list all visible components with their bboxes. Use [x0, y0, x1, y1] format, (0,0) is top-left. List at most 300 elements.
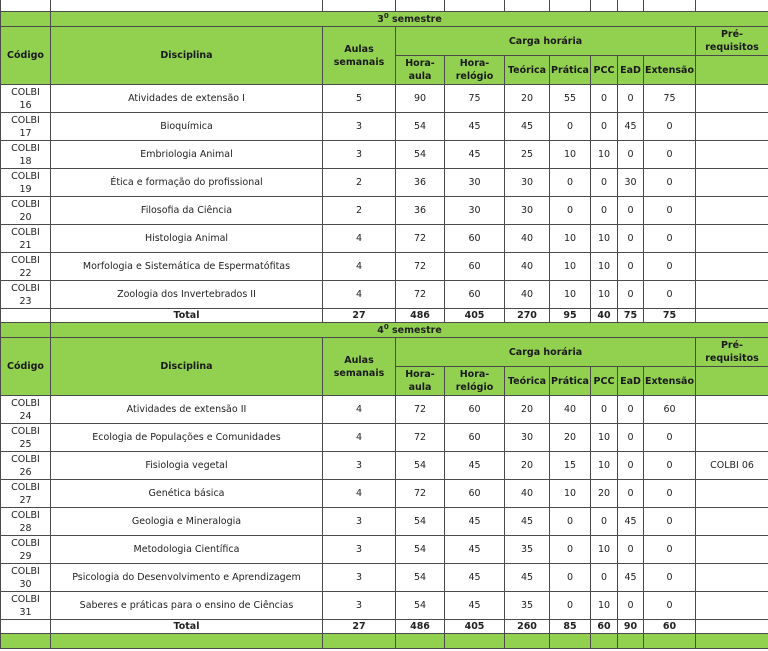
table-row: [1, 225, 768, 253]
next-section-fragment: [1, 634, 768, 649]
cell-disciplina: Geologia e Mineralogia: [51, 508, 323, 536]
code-prefix: COLBI: [11, 537, 40, 549]
cell-codigo: [1, 85, 51, 113]
cell-disciplina: Atividades de extensão I: [51, 85, 323, 113]
cell-disciplina: Genética básica: [51, 480, 323, 508]
cell-teorica: 20: [505, 396, 550, 424]
cell-teorica: 45: [505, 508, 550, 536]
code-number: 23: [19, 295, 32, 307]
code-prefix: COLBI: [11, 593, 40, 605]
cell-pcc: 10: [591, 424, 618, 452]
cell-pcc: 10: [591, 592, 618, 620]
cell-hora-aula: 54: [396, 508, 445, 536]
cell-teorica: 40: [505, 225, 550, 253]
total-row: [1, 620, 768, 634]
empty-cell: [323, 634, 396, 649]
total-extensao: 75: [644, 309, 696, 323]
cell-ead: 0: [618, 592, 644, 620]
cell-aulas: 4: [323, 480, 396, 508]
cell-teorica: 20: [505, 85, 550, 113]
cell-pcc: 0: [591, 564, 618, 592]
code-prefix: COLBI: [11, 142, 40, 154]
cell-codigo: [1, 452, 51, 480]
cell-hora-relogio: 45: [445, 564, 505, 592]
cell-aulas: 4: [323, 253, 396, 281]
cell-aulas: 5: [323, 85, 396, 113]
cell-codigo: [1, 480, 51, 508]
cell-extensao: 0: [644, 564, 696, 592]
cell-hora-relogio: 60: [445, 480, 505, 508]
total-pratica: 95: [550, 309, 591, 323]
empty-cell: [550, 634, 591, 649]
cell-teorica: 35: [505, 592, 550, 620]
empty-cell: [1, 12, 51, 27]
cell-prerequisitos: [696, 508, 768, 536]
cell-ead: 0: [618, 480, 644, 508]
cell-pratica: 0: [550, 592, 591, 620]
code-number: 24: [19, 410, 32, 422]
cell-prerequisitos: [696, 564, 768, 592]
col-teorica: Teórica: [505, 56, 550, 85]
cell-ead: 0: [618, 197, 644, 225]
col-hora-aula: Hora-aula: [396, 367, 445, 396]
cell-prerequisitos: [696, 169, 768, 197]
cell-disciplina: Histologia Animal: [51, 225, 323, 253]
cell-hora-aula: 54: [396, 536, 445, 564]
cell-teorica: 45: [505, 564, 550, 592]
empty-cell: [51, 634, 323, 649]
empty-cell: [396, 634, 445, 649]
cell-codigo: [1, 536, 51, 564]
cell-extensao: 0: [644, 536, 696, 564]
col-disciplina: Disciplina: [51, 27, 323, 85]
cell-pcc: 0: [591, 169, 618, 197]
cell-disciplina: Filosofia da Ciência: [51, 197, 323, 225]
cell-pratica: 0: [550, 564, 591, 592]
empty-cell: [696, 367, 768, 396]
table-row: [1, 253, 768, 281]
col-teorica: Teórica: [505, 367, 550, 396]
cell-codigo: [1, 113, 51, 141]
cell-prerequisitos: [696, 536, 768, 564]
cell-hora-relogio: 75: [445, 85, 505, 113]
table-row: [1, 508, 768, 536]
table-row: [1, 169, 768, 197]
table-row: [1, 197, 768, 225]
semester-title-row: [1, 12, 768, 27]
col-aulas-semanais: Aulas semanais: [323, 338, 396, 396]
col-ead: EaD: [618, 56, 644, 85]
empty-cell: [1, 620, 51, 634]
cell-hora-aula: 36: [396, 169, 445, 197]
cell-extensao: 0: [644, 169, 696, 197]
semester-ordinal: 3: [377, 13, 384, 25]
cell-teorica: 40: [505, 253, 550, 281]
cell-codigo: [1, 253, 51, 281]
cell-aulas: 4: [323, 225, 396, 253]
cell-codigo: [1, 197, 51, 225]
empty-cell: [505, 634, 550, 649]
cell-ead: 0: [618, 536, 644, 564]
col-carga-horaria: Carga horária: [396, 338, 696, 367]
code-prefix: COLBI: [11, 453, 40, 465]
code-prefix: COLBI: [11, 425, 40, 437]
cell-pcc: 0: [591, 197, 618, 225]
total-row: [1, 309, 768, 323]
cell-teorica: 40: [505, 480, 550, 508]
cell-codigo: [1, 225, 51, 253]
cell-hora-relogio: 60: [445, 424, 505, 452]
cell-teorica: 45: [505, 113, 550, 141]
cell-prerequisitos: [696, 253, 768, 281]
empty-cell: [1, 323, 51, 338]
code-number: 16: [19, 99, 32, 111]
code-number: 25: [19, 438, 32, 450]
total-label: Total: [51, 620, 323, 634]
cell-prerequisitos: [696, 225, 768, 253]
cell-disciplina: Atividades de extensão II: [51, 396, 323, 424]
code-prefix: COLBI: [11, 86, 40, 98]
table-row: [1, 141, 768, 169]
cell-pratica: 10: [550, 480, 591, 508]
cell-hora-aula: 36: [396, 197, 445, 225]
total-extensao: 60: [644, 620, 696, 634]
table-row: [1, 85, 768, 113]
cell-aulas: 3: [323, 452, 396, 480]
cell-pratica: 0: [550, 508, 591, 536]
cell-ead: 45: [618, 564, 644, 592]
col-pcc: PCC: [591, 56, 618, 85]
code-number: 18: [19, 155, 32, 167]
code-number: 31: [19, 606, 32, 618]
cell-hora-relogio: 60: [445, 225, 505, 253]
semester-ordinal: 4: [377, 324, 384, 336]
total-hora-aula: 486: [396, 309, 445, 323]
table-row: [1, 480, 768, 508]
total-teorica: 270: [505, 309, 550, 323]
cell-pcc: 20: [591, 480, 618, 508]
cell-extensao: 0: [644, 592, 696, 620]
empty-cell: [445, 634, 505, 649]
col-hora-aula: Hora-aula: [396, 56, 445, 85]
cell-pratica: 10: [550, 281, 591, 309]
cell-pratica: 20: [550, 424, 591, 452]
cell-hora-aula: 54: [396, 141, 445, 169]
table-row: [1, 536, 768, 564]
table-row: [1, 281, 768, 309]
code-prefix: COLBI: [11, 114, 40, 126]
cell-hora-relogio: 30: [445, 169, 505, 197]
total-ead: 90: [618, 620, 644, 634]
col-codigo: Código: [1, 338, 51, 396]
col-pratica: Prática: [550, 367, 591, 396]
cell-pcc: 0: [591, 396, 618, 424]
cell-disciplina: Metodologia Científica: [51, 536, 323, 564]
empty-cell: [696, 620, 768, 634]
total-aulas: 27: [323, 309, 396, 323]
table-row: [1, 564, 768, 592]
empty-cell: [696, 309, 768, 323]
total-hora-aula: 486: [396, 620, 445, 634]
cell-disciplina: Ecologia de Populações e Comunidades: [51, 424, 323, 452]
cell-ead: 0: [618, 396, 644, 424]
cell-teorica: 40: [505, 281, 550, 309]
cell-codigo: [1, 508, 51, 536]
cell-teorica: 25: [505, 141, 550, 169]
cell-hora-aula: 54: [396, 113, 445, 141]
cell-ead: 0: [618, 452, 644, 480]
semester-title: [51, 12, 768, 27]
cell-pcc: 0: [591, 85, 618, 113]
cell-disciplina: Psicologia do Desenvolvimento e Aprendizagem: [51, 564, 323, 592]
cell-hora-aula: 72: [396, 281, 445, 309]
empty-cell: [1, 634, 51, 649]
semester-title: [51, 323, 768, 338]
table-row: [1, 113, 768, 141]
cell-prerequisitos: [696, 113, 768, 141]
cell-ead: 0: [618, 85, 644, 113]
total-label: Total: [51, 309, 323, 323]
cell-pcc: 10: [591, 281, 618, 309]
code-prefix: COLBI: [11, 397, 40, 409]
cell-hora-aula: 90: [396, 85, 445, 113]
code-prefix: COLBI: [11, 198, 40, 210]
cell-pratica: 55: [550, 85, 591, 113]
cell-codigo: [1, 564, 51, 592]
cell-pcc: 10: [591, 141, 618, 169]
cell-ead: 45: [618, 508, 644, 536]
col-aulas-semanais: Aulas semanais: [323, 27, 396, 85]
cell-extensao: 0: [644, 424, 696, 452]
code-number: 28: [19, 522, 32, 534]
cell-teorica: 30: [505, 424, 550, 452]
empty-cell: [696, 56, 768, 85]
empty-cell: [696, 634, 768, 649]
cell-hora-relogio: 45: [445, 113, 505, 141]
cell-aulas: 3: [323, 536, 396, 564]
total-ead: 75: [618, 309, 644, 323]
table-body: [1, 0, 768, 649]
col-carga-horaria: Carga horária: [396, 27, 696, 56]
cell-aulas: 3: [323, 508, 396, 536]
header-row: [1, 338, 768, 367]
cell-hora-aula: 54: [396, 452, 445, 480]
code-number: 17: [19, 127, 32, 139]
cell-ead: 30: [618, 169, 644, 197]
cell-teorica: 30: [505, 197, 550, 225]
col-prerequisitos: Pré-requisitos: [696, 338, 768, 367]
total-pcc: 60: [591, 620, 618, 634]
total-hora-relogio: 405: [445, 309, 505, 323]
code-prefix: COLBI: [11, 565, 40, 577]
cell-aulas: 3: [323, 141, 396, 169]
cell-pratica: 40: [550, 396, 591, 424]
code-number: 27: [19, 494, 32, 506]
cell-hora-relogio: 60: [445, 253, 505, 281]
cell-hora-aula: 54: [396, 592, 445, 620]
col-codigo: Código: [1, 27, 51, 85]
cell-ead: 0: [618, 253, 644, 281]
cell-codigo: [1, 281, 51, 309]
cell-extensao: 60: [644, 396, 696, 424]
semester-title-row: [1, 323, 768, 338]
code-prefix: COLBI: [11, 481, 40, 493]
cell-hora-aula: 72: [396, 480, 445, 508]
col-prerequisitos: Pré-requisitos: [696, 27, 768, 56]
col-hora-relogio: Hora-relógio: [445, 367, 505, 396]
cell-codigo: [1, 396, 51, 424]
code-prefix: COLBI: [11, 254, 40, 266]
semester-ordinal-sup: 0: [383, 322, 389, 331]
empty-cell: [644, 634, 696, 649]
cell-pratica: 0: [550, 113, 591, 141]
cell-prerequisitos: COLBI 06: [696, 452, 768, 480]
cell-prerequisitos: [696, 396, 768, 424]
cell-hora-aula: 54: [396, 564, 445, 592]
code-prefix: COLBI: [11, 509, 40, 521]
cell-disciplina: Bioquímica: [51, 113, 323, 141]
empty-cell: [1, 309, 51, 323]
cell-disciplina: Fisiologia vegetal: [51, 452, 323, 480]
col-extensao: Extensão: [644, 367, 696, 396]
cell-codigo: [1, 169, 51, 197]
code-prefix: COLBI: [11, 282, 40, 294]
cell-disciplina: Saberes e práticas para o ensino de Ciências: [51, 592, 323, 620]
cell-extensao: 0: [644, 480, 696, 508]
cell-ead: 0: [618, 225, 644, 253]
semester-ordinal-sup: 0: [383, 11, 389, 20]
code-number: 30: [19, 578, 32, 590]
cell-hora-relogio: 45: [445, 536, 505, 564]
cell-prerequisitos: [696, 592, 768, 620]
cell-ead: 0: [618, 281, 644, 309]
cell-pratica: 10: [550, 141, 591, 169]
col-hora-relogio: Hora-relógio: [445, 56, 505, 85]
cell-codigo: [1, 592, 51, 620]
table-row: [1, 452, 768, 480]
cell-prerequisitos: [696, 197, 768, 225]
cell-pratica: 0: [550, 536, 591, 564]
table-row: [1, 592, 768, 620]
code-number: 22: [19, 267, 32, 279]
total-aulas: 27: [323, 620, 396, 634]
cell-hora-relogio: 45: [445, 592, 505, 620]
cell-pcc: 0: [591, 113, 618, 141]
cell-hora-aula: 72: [396, 396, 445, 424]
cell-prerequisitos: [696, 480, 768, 508]
cell-aulas: 3: [323, 113, 396, 141]
cell-extensao: 0: [644, 508, 696, 536]
cell-prerequisitos: [696, 281, 768, 309]
cell-aulas: 2: [323, 197, 396, 225]
cell-aulas: 3: [323, 564, 396, 592]
cell-extensao: 0: [644, 452, 696, 480]
cell-pratica: 0: [550, 197, 591, 225]
code-prefix: COLBI: [11, 170, 40, 182]
cell-prerequisitos: [696, 85, 768, 113]
cell-disciplina: Morfologia e Sistemática de Espermatófitas: [51, 253, 323, 281]
empty-cell: [618, 634, 644, 649]
cell-teorica: 20: [505, 452, 550, 480]
cell-extensao: 0: [644, 281, 696, 309]
cell-ead: 45: [618, 113, 644, 141]
cell-pratica: 0: [550, 169, 591, 197]
semester-label: semestre: [392, 324, 442, 336]
cell-codigo: [1, 141, 51, 169]
cell-hora-relogio: 30: [445, 197, 505, 225]
cell-extensao: 0: [644, 113, 696, 141]
cell-disciplina: Embriologia Animal: [51, 141, 323, 169]
code-number: 21: [19, 239, 32, 251]
cell-extensao: 75: [644, 85, 696, 113]
cell-codigo: [1, 424, 51, 452]
col-extensao: Extensão: [644, 56, 696, 85]
cell-hora-relogio: 60: [445, 281, 505, 309]
cell-hora-relogio: 45: [445, 141, 505, 169]
cell-aulas: 3: [323, 592, 396, 620]
semester-label: semestre: [392, 13, 442, 25]
empty-cell: [591, 634, 618, 649]
cell-aulas: 2: [323, 169, 396, 197]
cell-hora-aula: 72: [396, 253, 445, 281]
cell-ead: 0: [618, 424, 644, 452]
total-pcc: 40: [591, 309, 618, 323]
cell-pcc: 10: [591, 536, 618, 564]
cell-teorica: 35: [505, 536, 550, 564]
cell-pcc: 0: [591, 508, 618, 536]
code-number: 26: [19, 466, 32, 478]
cell-prerequisitos: [696, 424, 768, 452]
cell-hora-relogio: 45: [445, 452, 505, 480]
cell-hora-aula: 72: [396, 225, 445, 253]
cell-aulas: 4: [323, 424, 396, 452]
cell-extensao: 0: [644, 141, 696, 169]
cell-hora-relogio: 60: [445, 396, 505, 424]
code-number: 19: [19, 183, 32, 195]
code-prefix: COLBI: [11, 226, 40, 238]
code-number: 20: [19, 211, 32, 223]
table-row: [1, 396, 768, 424]
table-row: [1, 424, 768, 452]
cell-ead: 0: [618, 141, 644, 169]
cell-aulas: 4: [323, 396, 396, 424]
cell-extensao: 0: [644, 197, 696, 225]
cell-hora-aula: 72: [396, 424, 445, 452]
cell-pratica: 10: [550, 253, 591, 281]
total-hora-relogio: 405: [445, 620, 505, 634]
cell-pcc: 10: [591, 225, 618, 253]
cell-hora-relogio: 45: [445, 508, 505, 536]
total-pratica: 85: [550, 620, 591, 634]
cell-prerequisitos: [696, 141, 768, 169]
cell-teorica: 30: [505, 169, 550, 197]
previous-row-fragment: [1, 0, 768, 12]
cell-disciplina: Zoologia dos Invertebrados II: [51, 281, 323, 309]
total-teorica: 260: [505, 620, 550, 634]
col-disciplina: Disciplina: [51, 338, 323, 396]
cell-extensao: 0: [644, 253, 696, 281]
col-pratica: Prática: [550, 56, 591, 85]
cell-aulas: 4: [323, 281, 396, 309]
cell-pcc: 10: [591, 452, 618, 480]
code-number: 29: [19, 550, 32, 562]
cell-pratica: 10: [550, 225, 591, 253]
cell-pratica: 15: [550, 452, 591, 480]
header-row: [1, 27, 768, 56]
cell-pcc: 10: [591, 253, 618, 281]
col-pcc: PCC: [591, 367, 618, 396]
col-ead: EaD: [618, 367, 644, 396]
